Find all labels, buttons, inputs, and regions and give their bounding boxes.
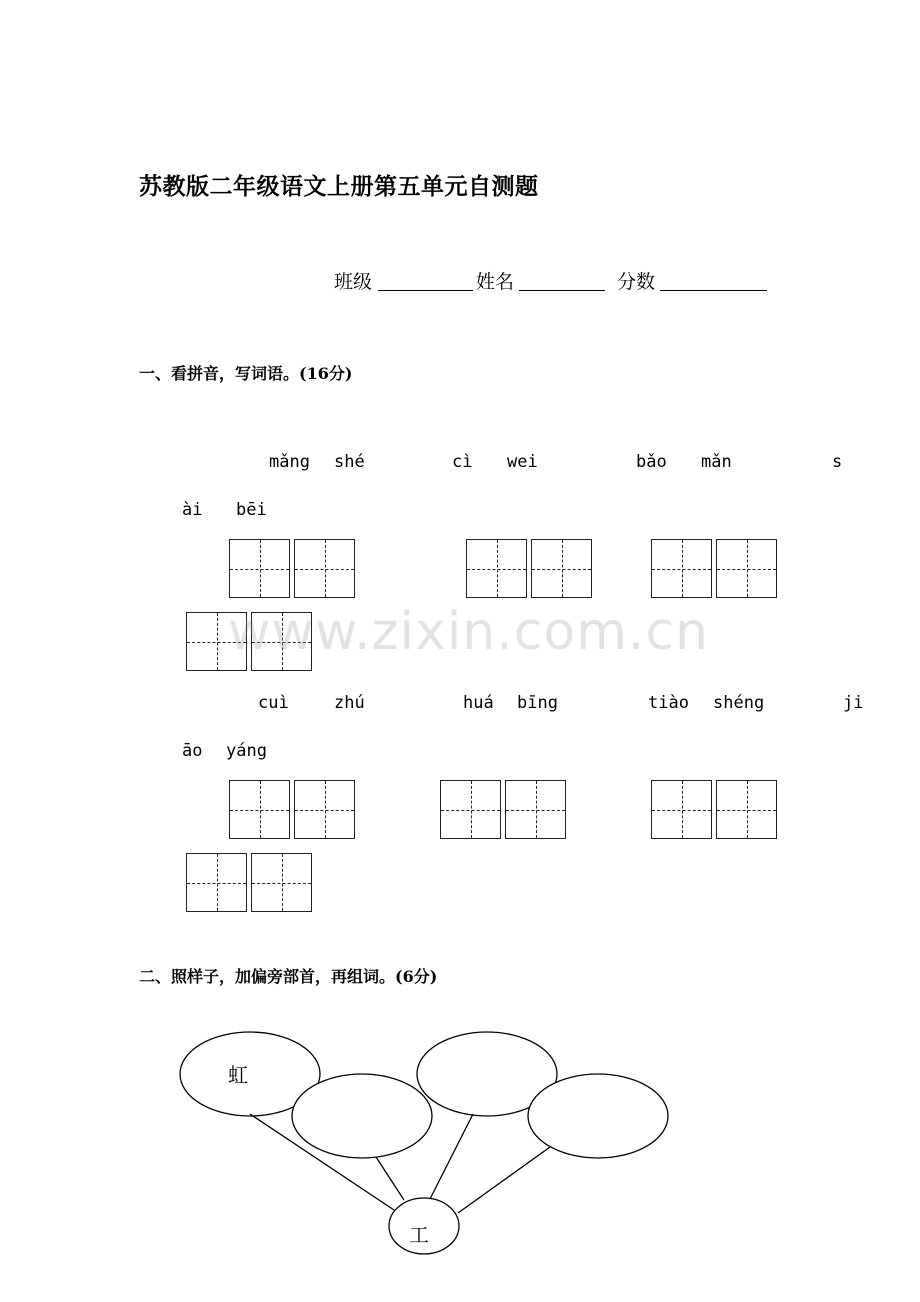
connector-line [458, 1142, 557, 1213]
pinyin: shé [334, 452, 365, 472]
pinyin: cuì [258, 693, 289, 713]
connector-line [430, 1114, 473, 1199]
score-label: 分数 [617, 271, 656, 293]
pinyin: cì [452, 452, 473, 472]
pinyin: āo [182, 741, 203, 761]
answer-ellipse [292, 1074, 432, 1158]
watermark: www.zixin.com.cn [228, 602, 709, 662]
pinyin: huá [463, 693, 494, 713]
name-label: 姓名 [476, 271, 515, 293]
example-char: 虹 [228, 1063, 248, 1087]
pinyin: mǎn [701, 452, 732, 472]
pinyin: bīng [517, 693, 558, 713]
section2-heading: 二、照样子，加偏旁部首，再组词。(6分) [139, 967, 438, 986]
page-title: 苏教版二年级语文上册第五单元自测题 [139, 173, 539, 200]
pinyin: tiào [648, 693, 689, 713]
pinyin: ài [182, 500, 203, 520]
connector-line [376, 1157, 404, 1200]
pinyin: bǎo [636, 452, 667, 472]
class-label: 班级 [334, 271, 373, 293]
pinyin: shéng [713, 693, 765, 713]
pinyin: s [832, 452, 843, 472]
pinyin: mǎng [269, 452, 310, 472]
section1-heading: 一、看拼音，写词语。(16分) [139, 364, 353, 383]
answer-ellipse [528, 1074, 668, 1158]
pinyin: ji [843, 693, 864, 713]
pinyin: wei [507, 452, 538, 472]
pinyin: yáng [226, 741, 267, 761]
pinyin: bēi [236, 500, 267, 520]
pinyin: zhú [334, 693, 365, 713]
center-char: 工 [409, 1223, 429, 1247]
